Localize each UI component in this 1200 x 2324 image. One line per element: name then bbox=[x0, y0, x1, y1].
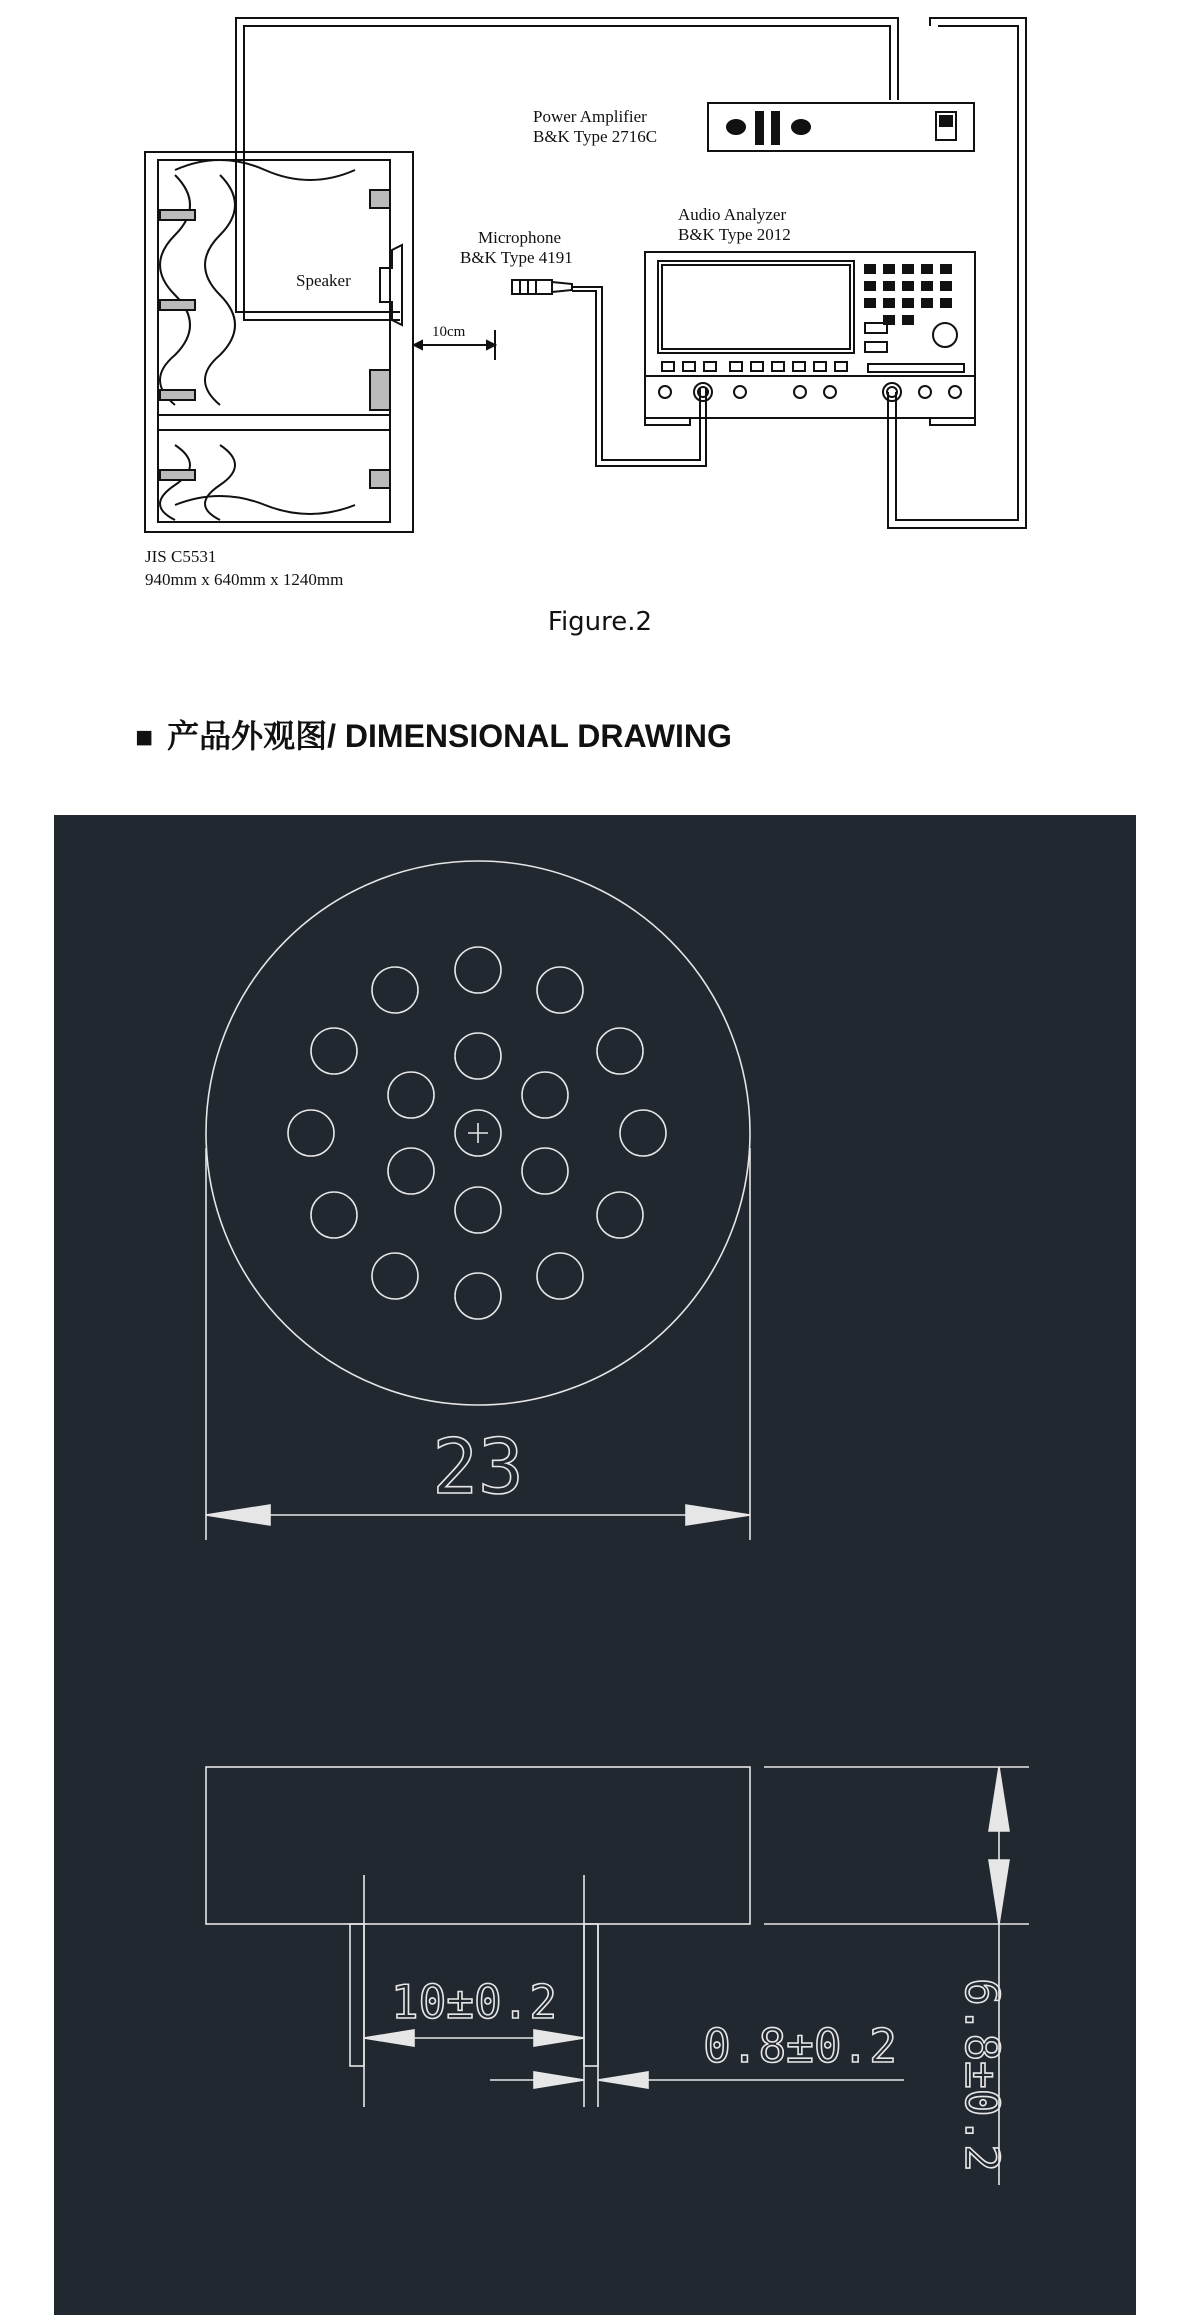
microphone-label: Microphone bbox=[478, 228, 562, 247]
microphone-model: B&K Type 4191 bbox=[460, 248, 573, 267]
height-label: 6.8±0.2 bbox=[955, 1978, 1009, 2172]
pin-right bbox=[584, 1924, 598, 2066]
box-dimensions-label: 940mm x 640mm x 1240mm bbox=[145, 570, 344, 589]
distance-label: 10cm bbox=[432, 324, 466, 340]
section-heading-text: 产品外观图/ DIMENSIONAL DRAWING bbox=[167, 718, 732, 754]
figure-caption: Figure.2 bbox=[547, 607, 653, 637]
dimensional-drawing-panel bbox=[54, 815, 1136, 2315]
diameter-label: 23 bbox=[432, 1422, 524, 1511]
speaker-label: Speaker bbox=[296, 271, 351, 290]
pin-width-label: 0.8±0.2 bbox=[703, 2019, 897, 2073]
audio-analyzer-label: Audio Analyzer bbox=[678, 205, 787, 224]
audio-analyzer bbox=[645, 252, 975, 425]
measurement-setup-diagram bbox=[0, 0, 1200, 600]
power-amplifier-model: B&K Type 2716C bbox=[533, 127, 658, 146]
speaker-side-view bbox=[206, 1767, 750, 1924]
square-bullet-icon: ■ bbox=[135, 721, 154, 754]
audio-analyzer-model: B&K Type 2012 bbox=[678, 225, 791, 244]
microphone-icon bbox=[512, 280, 706, 466]
pin-left bbox=[350, 1924, 364, 2066]
section-heading bbox=[135, 711, 732, 757]
power-amplifier-label: Power Amplifier bbox=[533, 107, 647, 126]
dimensional-drawing bbox=[54, 815, 1136, 2315]
baffle-box bbox=[145, 152, 413, 532]
standard-label: JIS C5531 bbox=[145, 547, 217, 566]
pin-spacing-label: 10±0.2 bbox=[390, 1975, 558, 2029]
